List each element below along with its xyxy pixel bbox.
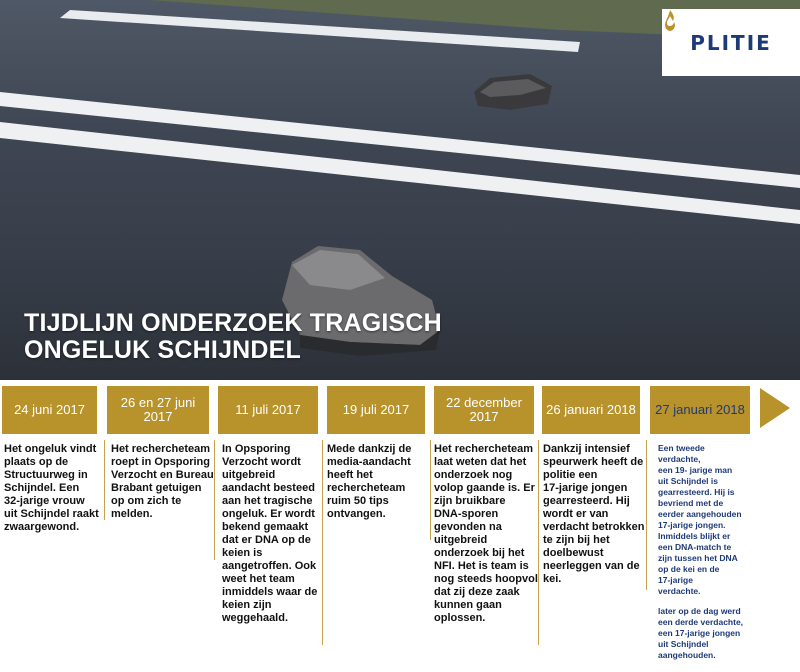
entry-text: Het rechercheteam roept in Opsporing Verzocht en Bureau Brabant getuigen op om zich te melden. — [111, 443, 214, 520]
timeline-date-2: 26 en 27 juni 2017 — [107, 386, 209, 434]
politie-flame-icon — [663, 9, 677, 33]
politie-logo — [662, 9, 800, 76]
title-line-2: ONGELUK SCHIJNDEL — [24, 336, 302, 364]
entry-text: Het ongeluk vindt plaats op de Structuurweg in Schijndel. Een 32-jarige vrouw uit Schijndel raakt zwaargewond. — [4, 443, 99, 533]
entry-text: Dankzij intensief speurwerk heeft de politie een 17-jarige jongen gearresteerd. Hij wordt er van verdacht betrokken te zijn bij het doelbewust neerleggen van de kei. — [543, 443, 645, 585]
timeline-entry-6 — [543, 443, 648, 586]
entry-text-continued: later op de dag werd een derde verdachte, een 17-jarige jongen uit Schijndel aangehouden. — [658, 606, 744, 660]
entry-text: Een tweede verdachte, een 19- jarige man uit Schijndel is gearresteerd. Hij is bevriend met de eerder aangehouden 17-jarige jongen. Inmiddels blijkt er een DNA-match te zijn tussen het DNA op de kei en de 17-jarige verdachte. — [658, 443, 742, 596]
column-divider — [430, 440, 431, 540]
entry-text: Het rechercheteam laat weten dat het onderzoek nog volop gaande is. Er zijn bruikbare DNA-sporen gevonden na uitgebreid onderzoek bij het NFI. Het is team is nog steeds hoopvol dat zij deze zaak kunnen gaan oplossen. — [434, 443, 538, 624]
timeline-entry-5 — [434, 443, 540, 625]
title-line-1: TIJDLIJN ONDERZOEK TRAGISCH — [24, 309, 442, 337]
timeline-entry-4 — [327, 443, 429, 521]
timeline-entry-1 — [4, 443, 104, 534]
page-title — [24, 310, 442, 364]
logo-text-left: P — [690, 30, 707, 55]
timeline-entry-7 — [658, 443, 798, 661]
timeline-date-3: 11 juli 2017 — [218, 386, 318, 434]
timeline-date-7: 27 januari 2018 — [650, 386, 750, 434]
logo-text-right: LITIE — [706, 30, 772, 55]
timeline-entry-3 — [222, 443, 324, 625]
entry-text: Mede dankzij de media-aandacht heeft het rechercheteam ruim 50 tips ontvangen. — [327, 443, 412, 520]
column-divider — [104, 440, 105, 520]
timeline-bar — [0, 386, 800, 436]
timeline-arrow-icon — [760, 388, 790, 428]
timeline-date-5: 22 december 2017 — [434, 386, 534, 434]
timeline-date-1: 24 juni 2017 — [2, 386, 97, 434]
timeline-entry-2 — [111, 443, 216, 521]
timeline-date-4: 19 juli 2017 — [327, 386, 425, 434]
entry-text: In Opsporing Verzocht wordt uitgebreid aandacht besteed aan het tragische ongeluk. Er wordt bekend gemaakt dat er DNA op de keien is aangetroffen. Ook weet het team inmiddels waar de keien zijn weggehaald. — [222, 443, 318, 624]
timeline-date-6: 26 januari 2018 — [542, 386, 640, 434]
